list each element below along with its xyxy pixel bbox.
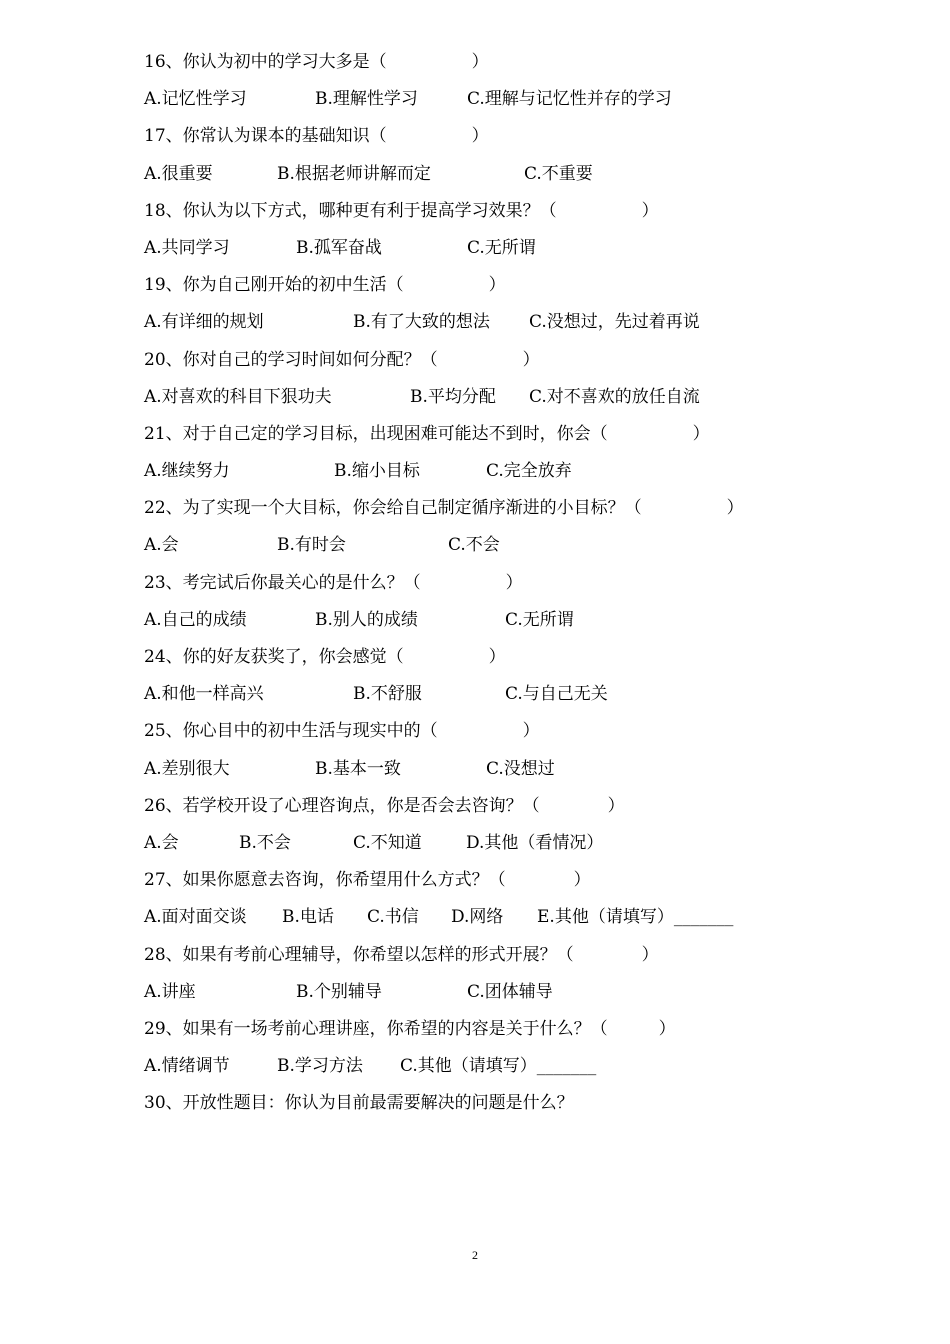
option: C.没想过	[486, 758, 555, 779]
question-text	[144, 1085, 844, 1122]
option: A.会	[144, 832, 179, 853]
question-27: 27、如果你愿意去咨询，你希望用什么方式？（ ）	[144, 870, 591, 891]
option: B.不会	[239, 832, 291, 853]
option: B.学习方法	[277, 1056, 363, 1077]
question-21: 21、对于自己定的学习目标，出现困难可能达不到时，你会（ ）	[144, 423, 710, 444]
option: A.差别很大	[144, 758, 230, 779]
option: A.共同学习	[144, 237, 230, 258]
options-row	[144, 974, 844, 1011]
options-row	[144, 527, 844, 564]
question-text	[144, 639, 844, 676]
question-text	[144, 937, 844, 974]
question-18: 18、你认为以下方式，哪种更有利于提高学习效果？（ ）	[144, 200, 659, 221]
option: A.继续努力	[144, 461, 230, 482]
option: A.和他一样高兴	[144, 684, 264, 705]
option: A.记忆性学习	[144, 89, 247, 110]
option: A.很重要	[144, 163, 213, 184]
questionnaire	[144, 44, 844, 1122]
option: B.根据老师讲解而定	[277, 163, 431, 184]
question-text	[144, 1011, 844, 1048]
question-22: 22、为了实现一个大目标，你会给自己制定循序渐进的小目标？（ ）	[144, 498, 744, 519]
option: C.完全放弃	[486, 461, 572, 482]
options-row	[144, 602, 844, 639]
option: B.理解性学习	[315, 89, 418, 110]
option: D.网络	[451, 907, 504, 928]
question-16: 16、你认为初中的学习大多是（ ）	[144, 52, 489, 72]
option: A.情绪调节	[144, 1056, 230, 1077]
question-text	[144, 342, 844, 379]
question-24: 24、你的好友获奖了，你会感觉（ ）	[144, 647, 506, 667]
question-29: 29、如果有一场考前心理讲座，你希望的内容是关于什么？（ ）	[144, 1018, 676, 1039]
question-text	[144, 862, 844, 899]
options-row	[144, 379, 844, 416]
options-row	[144, 825, 844, 862]
option: A.有详细的规划	[144, 312, 264, 333]
question-text	[144, 44, 844, 81]
options-row	[144, 230, 844, 267]
option: A.对喜欢的科目下狠功夫	[144, 386, 332, 407]
option: C.对不喜欢的放任自流	[529, 386, 700, 407]
page-number: 2	[472, 1248, 478, 1262]
question-text	[144, 565, 844, 602]
option: C.无所谓	[467, 237, 536, 258]
options-row	[144, 453, 844, 490]
option: B.缩小目标	[334, 461, 420, 482]
options-row	[144, 304, 844, 341]
option: B.别人的成绩	[315, 609, 418, 630]
question-20: 20、你对自己的学习时间如何分配？（ ）	[144, 349, 540, 370]
option: C.理解与记忆性并存的学习	[467, 89, 672, 110]
question-text	[144, 490, 844, 527]
options-row	[144, 676, 844, 713]
question-text	[144, 713, 844, 750]
question-text	[144, 267, 844, 304]
option: C.没想过，先过着再说	[529, 312, 700, 333]
option: B.有时会	[277, 535, 346, 556]
option: E.其他（请填写）_______	[537, 907, 734, 928]
question-text	[144, 788, 844, 825]
option: B.基本一致	[315, 758, 401, 779]
options-row	[144, 156, 844, 193]
question-17: 17、你常认为课本的基础知识（ ）	[144, 126, 489, 147]
option: A.讲座	[144, 981, 196, 1002]
question-23: 23、考完试后你最关心的是什么？（ ）	[144, 572, 523, 593]
option: C.团体辅导	[467, 981, 553, 1002]
option: C.书信	[367, 907, 419, 928]
options-row	[144, 751, 844, 788]
question-26: 26、若学校开设了心理咨询点，你是否会去咨询？（ ）	[144, 795, 625, 816]
option: C.不重要	[524, 163, 593, 184]
option: D.其他（看情况）	[466, 832, 604, 853]
question-text	[144, 416, 844, 453]
option: A.面对面交谈	[144, 907, 247, 928]
option: B.有了大致的想法	[353, 312, 490, 333]
options-row	[144, 1048, 844, 1085]
option: C.其他（请填写）_______	[400, 1056, 597, 1077]
option: C.无所谓	[505, 609, 574, 630]
question-28: 28、如果有考前心理辅导，你希望以怎样的形式开展？（ ）	[144, 944, 659, 965]
question-25: 25、你心目中的初中生活与现实中的（ ）	[144, 721, 540, 742]
options-row	[144, 81, 844, 118]
question-text	[144, 193, 844, 230]
option: B.个别辅导	[296, 981, 382, 1002]
option: C.不知道	[353, 832, 422, 853]
option: A.会	[144, 535, 179, 556]
option: B.孤军奋战	[296, 237, 382, 258]
option: C.不会	[448, 535, 500, 556]
question-19: 19、你为自己刚开始的初中生活（ ）	[144, 275, 506, 296]
option: A.自己的成绩	[144, 609, 247, 630]
question-30: 30、开放性题目：你认为目前最需要解决的问题是什么？	[144, 1093, 574, 1114]
option: B.平均分配	[410, 386, 496, 407]
options-row	[144, 899, 844, 936]
option: B.电话	[282, 907, 334, 928]
question-text	[144, 118, 844, 155]
option: C.与自己无关	[505, 684, 608, 705]
option: B.不舒服	[353, 684, 422, 705]
